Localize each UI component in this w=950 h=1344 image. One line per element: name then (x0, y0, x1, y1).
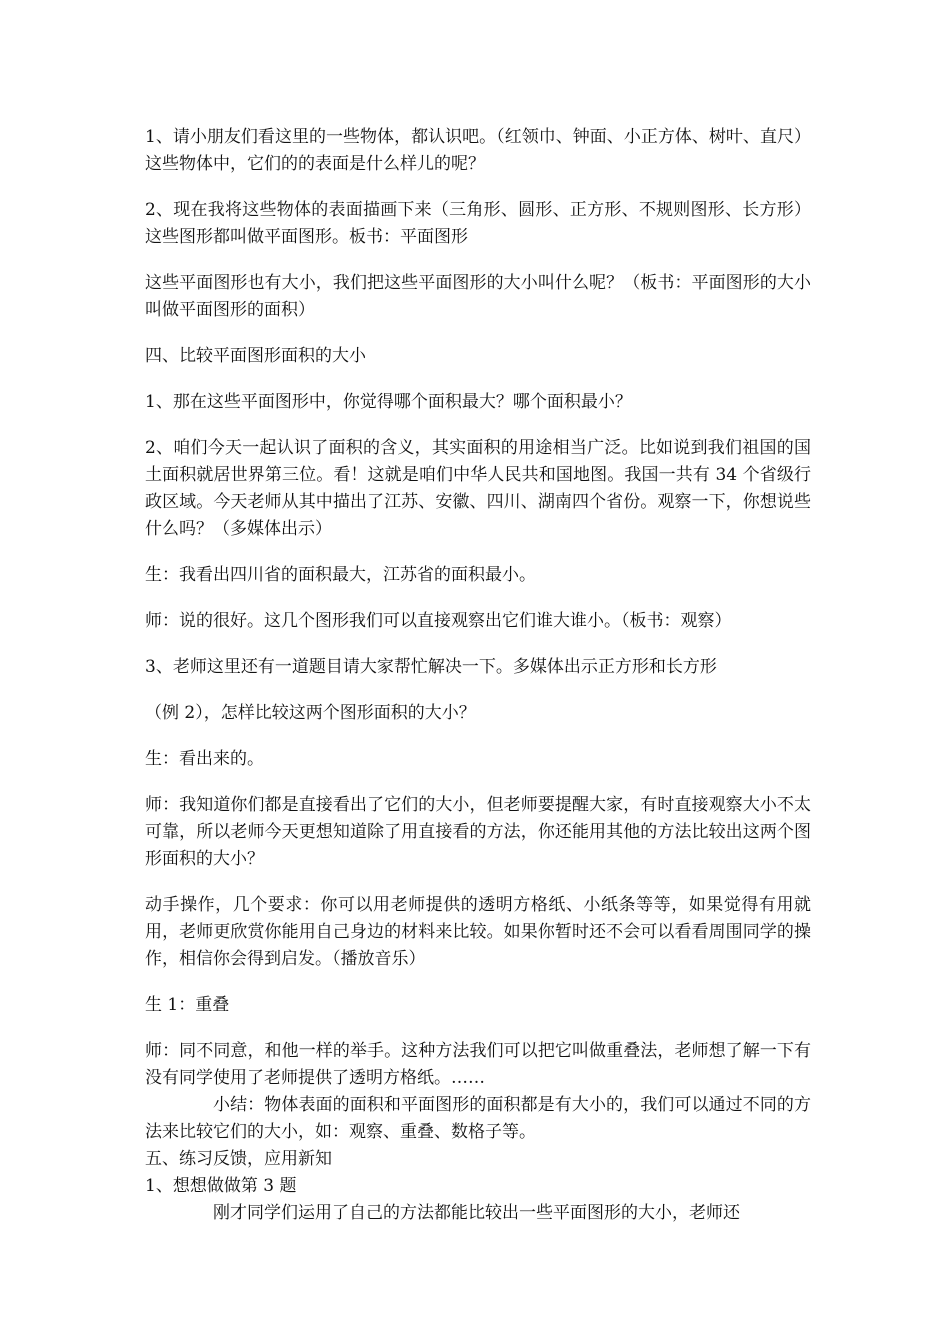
section-heading-practice: 五、练习反馈，应用新知 (145, 1149, 332, 1169)
paragraph-teacher-other-methods: 师：我知道你们都是直接看出了它们的大小，但老师要提醒大家，有时直接观察大小不太可靠，所以老师今天更想知道除了用直接看的方法，你还能用其他的方法比较出这两个图形面积的大小？ (145, 795, 811, 869)
paragraph-student-overlap: 生 1：重叠 (145, 995, 230, 1015)
paragraph-continuation: 刚才同学们运用了自己的方法都能比较出一些平面图形的大小，老师还 (213, 1203, 740, 1223)
paragraph-summary: 小结：物体表面的面积和平面图形的面积都是有大小的，我们可以通过不同的方法来比较它们的大小，如：观察、重叠、数格子等。 (145, 1095, 811, 1142)
paragraph-example-2: （例 2），怎样比较这两个图形面积的大小？ (145, 703, 476, 723)
paragraph-square-rectangle: 3、老师这里还有一道题目请大家帮忙解决一下。多媒体出示正方形和长方形 (145, 657, 717, 677)
paragraph-map-provinces: 2、咱们今天一起认识了面积的含义，其实面积的用途相当广泛。比如说到我们祖国的国土面积就居世界第三位。看！这就是咱们中华人民共和国地图。我国一共有 34 个省级行政区域。今天老师从其中描出了江苏、安徽、四川、湖南四个省份。观察一下，你想说些什么吗？（多媒体出示） (145, 438, 811, 539)
paragraph-hands-on-requirements: 动手操作，几个要求：你可以用老师提供的透明方格纸、小纸条等等，如果觉得有用就用，老师更欣赏你能用自己身边的材料来比较。如果你暂时还不会可以看看周围同学的操作，相信你会得到启发。（播放音乐） (145, 895, 811, 969)
paragraph-largest-smallest: 1、那在这些平面图形中，你觉得哪个面积最大？哪个面积最小？ (145, 392, 632, 412)
document-body (145, 124, 811, 1227)
paragraph-objects-question: 1、请小朋友们看这里的一些物体，都认识吧。（红领巾、钟面、小正方体、树叶、直尺）这些物体中，它们的的表面是什么样儿的呢？ (145, 127, 811, 174)
paragraph-student-seen: 生：看出来的。 (145, 749, 264, 769)
paragraph-plane-figures: 2、现在我将这些物体的表面描画下来（三角形、圆形、正方形、不规则图形、长方形）这些图形都叫做平面图形。板书：平面图形 (145, 200, 811, 247)
paragraph-teacher-observe: 师：说的很好。这几个图形我们可以直接观察出它们谁大谁小。（板书：观察） (145, 611, 732, 631)
paragraph-overlap-method: 师：同不同意，和他一样的举手。这种方法我们可以把它叫做重叠法，老师想了解一下有没有同学使用了老师提供了透明方格纸。…… (145, 1041, 811, 1088)
paragraph-area-definition: 这些平面图形也有大小，我们把这些平面图形的大小叫什么呢？（板书：平面图形的大小叫做平面图形的面积） (145, 273, 811, 320)
paragraph-student-answer-sichuan: 生：我看出四川省的面积最大，江苏省的面积最小。 (145, 565, 536, 585)
paragraph-exercise-3: 1、想想做做第 3 题 (145, 1176, 297, 1196)
section-heading-compare-area: 四、比较平面图形面积的大小 (145, 346, 366, 366)
